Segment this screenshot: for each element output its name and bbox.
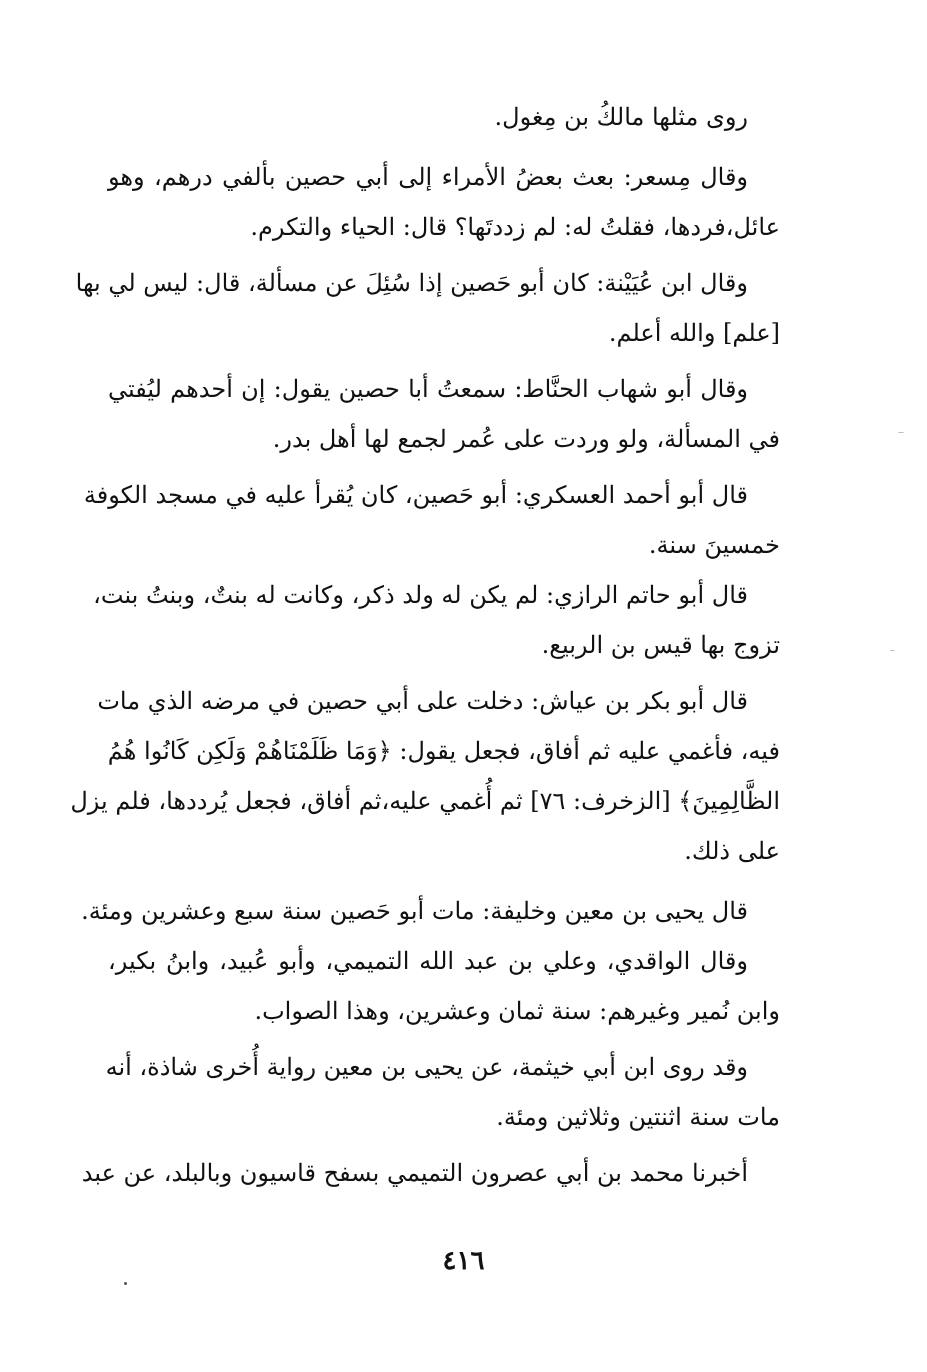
text-line: أخبرنا محمد بن أبي عصرون التميمي بسفح قاسيون وبالبلد، عن عبد: [81, 1159, 748, 1187]
paragraph: [108, 364, 780, 464]
text-line: قال يحيى بن معين وخليفة: مات أبو حَصين سنة سبع وعشرين ومئة.: [81, 897, 748, 925]
paragraph: [93, 570, 780, 670]
text-line: وقال مِسعر: بعث بعضُ الأمراء إلى أبي حصين بألفي درهم، وهو: [108, 163, 748, 191]
text-line: [علم] والله أعلم.: [608, 319, 780, 347]
text-line: وقد روى ابن أبي خيثمة، عن يحيى بن معين رواية أُخرى شاذة، أنه: [105, 1053, 748, 1081]
text-line: وقال أبو شهاب الحنَّاط: سمعتُ أبا حصين يقول: إن أحدهم ليُفتي: [108, 375, 748, 403]
text-line: تزوج بها قيس بن الربيع.: [541, 631, 780, 659]
text-line: في المسألة، ولو وردت على عُمر لجمع لها أهل بدر.: [272, 425, 780, 453]
paragraph: [83, 470, 780, 570]
scan-speck: [890, 650, 895, 651]
text-line: روى مثلها مالكُ بن مِغول.: [494, 103, 748, 131]
paragraph: [75, 258, 780, 358]
text-line: فيه، فأغمي عليه ثم أفاق، فجعل يقول: ﴿وَمَا ظَلَمْنَاهُمْ وَلَكِن كَانُوا هُمُ: [107, 737, 780, 765]
paragraph: [108, 152, 780, 252]
text-line: قال أبو بكر بن عياش: دخلت على أبي حصين في مرضه الذي مات: [97, 687, 748, 715]
text-line: وقال الواقدي، وعلي بن عبد الله التميمي، وأبو عُبيد، وابنُ بكير،: [108, 947, 748, 975]
text-line: قال أبو أحمد العسكري: أبو حَصين، كان يُقرأ عليه في مسجد الكوفة: [83, 481, 748, 509]
scan-speck: [898, 432, 904, 433]
scan-speck: [124, 1282, 127, 1285]
text-line: عائل،فردها، فقلتُ له: لم زددتَها؟ قال: الحياء والتكرم.: [250, 213, 780, 241]
paragraph: [105, 1042, 780, 1142]
text-line: قال أبو حاتم الرازي: لم يكن له ولد ذكر، وكانت له بنتٌ، وبنتُ بنت،: [93, 581, 748, 609]
text-line: خمسينَ سنة.: [648, 531, 780, 559]
text-line: الظَّالِمِينَ﴾ [الزخرف: ٧٦] ثم أُغمي عليه،ثم أفاق، فجعل يُرددها، فلم يزل: [70, 787, 780, 815]
text-line: على ذلك.: [684, 837, 780, 865]
page-body: [70, 92, 780, 1198]
paragraph: [81, 1148, 780, 1198]
page-number: ٤١٦: [442, 1246, 485, 1276]
text-line: مات سنة اثنتين وثلاثين ومئة.: [496, 1103, 780, 1131]
paragraph: [70, 676, 780, 876]
paragraph: [108, 92, 780, 142]
paragraph: [81, 886, 780, 1036]
text-line: وابن نُمير وغيرهم: سنة ثمان وعشرين، وهذا الصواب.: [254, 997, 780, 1025]
text-line: وقال ابن عُيَيْنة: كان أبو حَصين إذا سُئِلَ عن مسألة، قال: ليس لي بها: [75, 269, 748, 297]
